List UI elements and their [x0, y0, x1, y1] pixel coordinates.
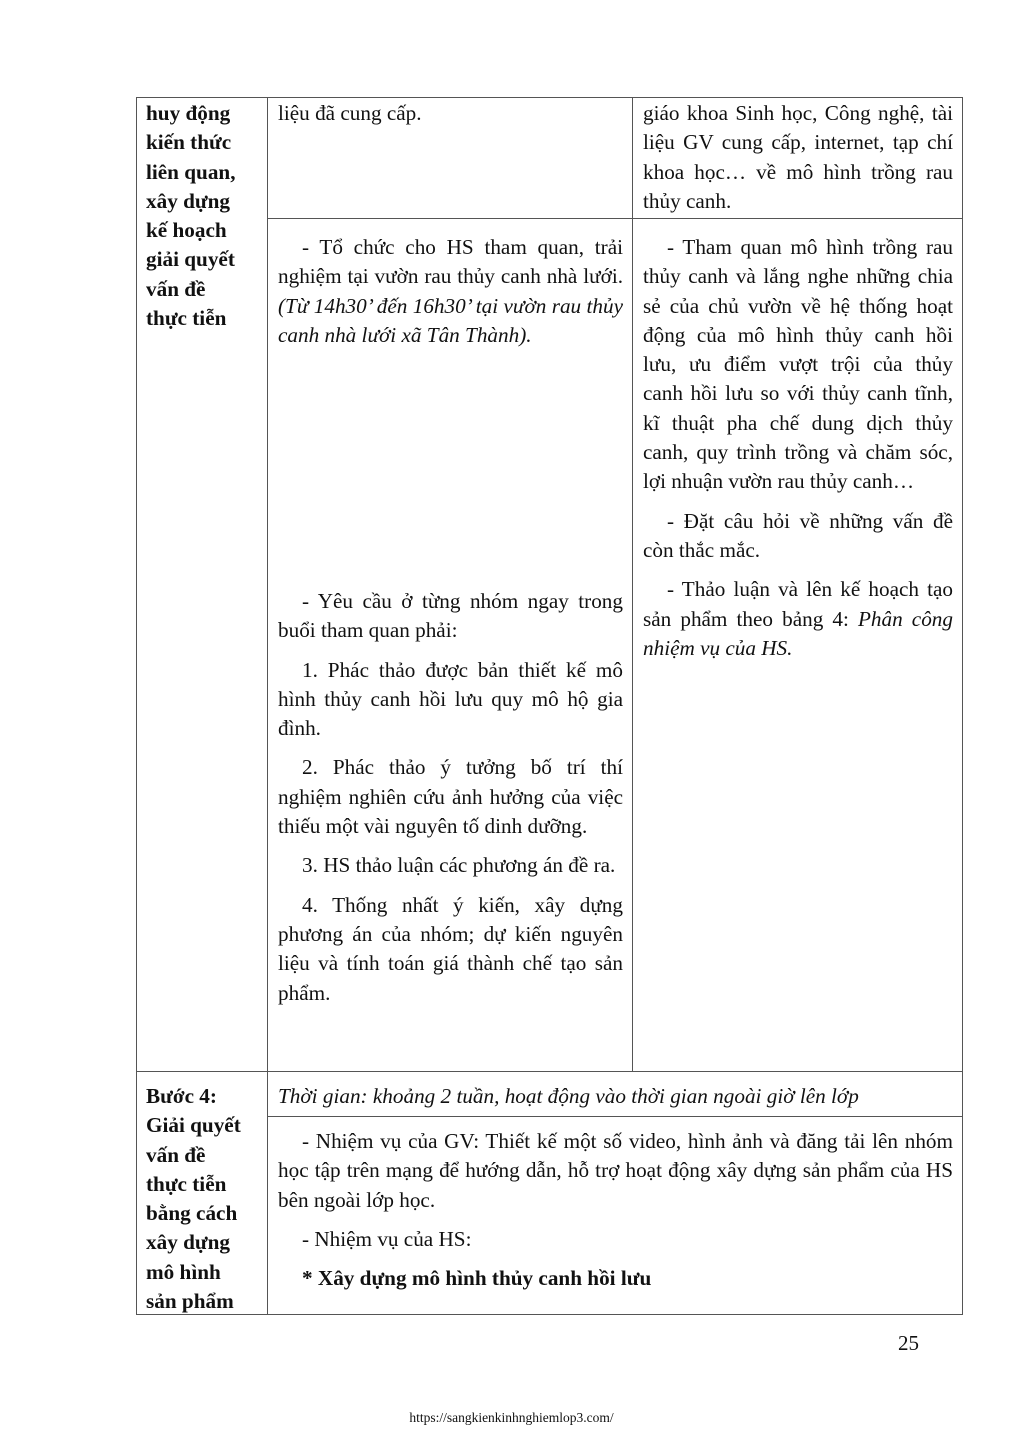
step-label-line: sản phẩm	[146, 1289, 234, 1314]
footer-url[interactable]: https://sangkienkinhnghiemlop3.com/	[409, 1410, 614, 1425]
requirement-item: 4. Thống nhất ý kiến, xây dựng phương án của nhóm; dự kiến nguyên liệu và tính toán giá thành chế tạo sản phẩm.	[278, 892, 623, 1005]
step-label-line: thực tiễn	[146, 1171, 227, 1196]
row-divider-3	[267, 1116, 963, 1117]
step-label-line: huy động	[146, 101, 231, 125]
step-label-line: kế hoạch	[146, 218, 227, 243]
teacher-intro-paragraph	[278, 233, 623, 350]
step-label-cell	[146, 99, 264, 333]
column-divider-1	[267, 97, 268, 1315]
row-divider-2	[136, 1071, 963, 1072]
teacher-intro-text: - Tổ chức cho HS tham quan, trải nghiệm tại vườn rau thủy canh nhà lưới.	[278, 235, 623, 289]
student-activity-text: giáo khoa Sinh học, Công nghệ, tài liệu GV cung cấp, internet, tạp chí khoa học… về mô hình trồng rau thủy canh.	[643, 101, 953, 213]
student-plan-paragraph	[643, 575, 953, 663]
requirement-item: 2. Phác thảo ý tưởng bố trí thí nghiệm nghiên cứu ảnh hưởng của việc thiếu một vài nguyên tố dinh dưỡng.	[278, 755, 623, 839]
requirement-item: 1. Phác thảo được bản thiết kế mô hình thủy canh hồi lưu quy mô hộ gia đình.	[278, 657, 623, 741]
table-border-top	[136, 97, 963, 98]
student-task-text: - Nhiệm vụ của HS:	[302, 1226, 472, 1251]
student-activity-cell	[643, 99, 953, 216]
page-number: 25	[898, 1331, 919, 1355]
teacher-activity-cell	[278, 99, 623, 128]
visit-time-note: (Từ 14h30’ đến 16h30’ tại vườn rau thủy canh nhà lưới xã Tân Thành).	[278, 293, 623, 347]
step-label-line: mô hình	[146, 1259, 221, 1284]
step-label-line: xây dựng	[146, 188, 230, 213]
step-label-line: giải quyết	[146, 247, 235, 272]
teacher-requirements-cell	[278, 587, 623, 1008]
step-label-line: liên quan,	[146, 159, 236, 184]
teacher-task-text: - Nhiệm vụ của GV: Thiết kế một số video, hình ảnh và đăng tải lên nhóm học tập trên mạng để hướng dẫn, hỗ trợ hoạt động xây dựng sản phẩm của HS bên ngoài lớp học.	[278, 1129, 953, 1212]
student-activity-cell	[643, 233, 953, 663]
requirements-intro: - Yêu cầu ở từng nhóm ngay trong buổi tham quan phải:	[278, 589, 623, 643]
step-label-line: bằng cách	[146, 1201, 238, 1226]
step-label-line: Bước 4:	[146, 1084, 217, 1108]
requirement-item: 3. HS thảo luận các phương án đề ra.	[302, 853, 616, 878]
table-reference: Phân công nhiệm vụ của HS.	[643, 606, 953, 660]
step-label-line: vấn đề	[146, 276, 206, 301]
step-label-line: kiến thức	[146, 130, 232, 155]
section-heading: * Xây dựng mô hình thủy canh hồi lưu	[302, 1266, 652, 1291]
lesson-table	[136, 97, 963, 1315]
time-text: Thời gian: khoảng 2 tuần, hoạt động vào thời gian ngoài giờ lên lớp	[278, 1084, 859, 1108]
student-question-text: - Đặt câu hỏi về những vấn đề còn thắc mắc.	[643, 508, 953, 562]
row-divider-1	[267, 218, 963, 219]
step-label-line: thực tiễn	[146, 306, 227, 331]
step-label-line: vấn đề	[146, 1142, 206, 1167]
teacher-activity-text: liệu đã cung cấp.	[278, 101, 422, 125]
step-label-line: Giải quyết	[146, 1113, 241, 1138]
time-cell	[278, 1082, 958, 1111]
table-border-left	[136, 97, 137, 1315]
table-border-right	[962, 97, 963, 1315]
teacher-activity-cell	[278, 233, 623, 350]
step-label-line: xây dựng	[146, 1230, 230, 1255]
tasks-cell	[278, 1127, 953, 1293]
student-visit-text: - Tham quan mô hình trồng rau thủy canh và lắng nghe những chia sẻ của chủ vườn về hệ thống hoạt động của mô hình thủy canh hồi lưu, ưu điểm vượt trội của thủy canh hồi lưu so với thủy canh tĩnh, kĩ thuật pha chế dung dịch thủy canh, quy trình trồng và chăm sóc, lợi nhuận vườn rau thủy canh…	[643, 235, 953, 494]
column-divider-2	[632, 97, 633, 1072]
step-4-label-cell	[146, 1082, 264, 1316]
student-plan-text: - Thảo luận và lên kế hoạch tạo sản phẩm theo bảng 4:	[643, 577, 953, 631]
